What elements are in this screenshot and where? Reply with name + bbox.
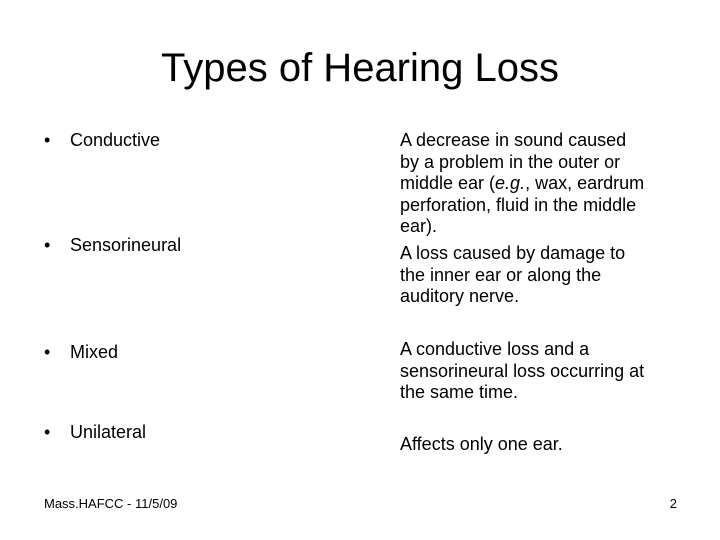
bullet-icon: • — [44, 130, 51, 150]
description-conductive — [400, 130, 644, 238]
bullet-term: Conductive — [70, 130, 161, 150]
bullet-term: Mixed — [70, 342, 119, 362]
bullet-icon: • — [44, 342, 51, 362]
bullet-term: Unilateral — [70, 422, 147, 442]
description-sensorineural — [400, 243, 625, 308]
description-emphasis: e.g. — [495, 173, 526, 193]
description-line — [400, 173, 644, 195]
description-text: , wax, eardrum — [525, 173, 645, 193]
page-number: 2 — [669, 496, 677, 511]
description-line: sensorineural loss occurring at — [400, 360, 645, 381]
description-line: ear). — [400, 216, 438, 236]
description-line: A decrease in sound caused — [400, 130, 627, 150]
bullet-icon: • — [44, 235, 51, 255]
bullet-item-sensorineural — [44, 234, 181, 256]
footer-left: Mass.HAFCC - 11/5/09 — [44, 496, 178, 511]
bullet-item-mixed — [44, 341, 118, 363]
description-line: by a problem in the outer or — [400, 151, 621, 172]
description-line: the inner ear or along the — [400, 264, 602, 285]
description-line: A conductive loss and a — [400, 339, 590, 359]
bullet-item-conductive — [44, 129, 160, 151]
description-line: A loss caused by damage to — [400, 243, 626, 263]
bullet-icon: • — [44, 422, 51, 442]
description-mixed — [400, 339, 644, 404]
bullet-term: Sensorineural — [70, 235, 182, 255]
description-text: middle ear ( — [400, 173, 496, 193]
bullet-item-unilateral — [44, 421, 146, 443]
slide-title: Types of Hearing Loss — [161, 46, 559, 90]
description-line: Affects only one ear. — [400, 434, 563, 454]
description-line: the same time. — [400, 382, 519, 402]
description-line: auditory nerve. — [400, 286, 520, 306]
description-unilateral — [400, 434, 563, 456]
description-line: perforation, fluid in the middle — [400, 194, 637, 215]
